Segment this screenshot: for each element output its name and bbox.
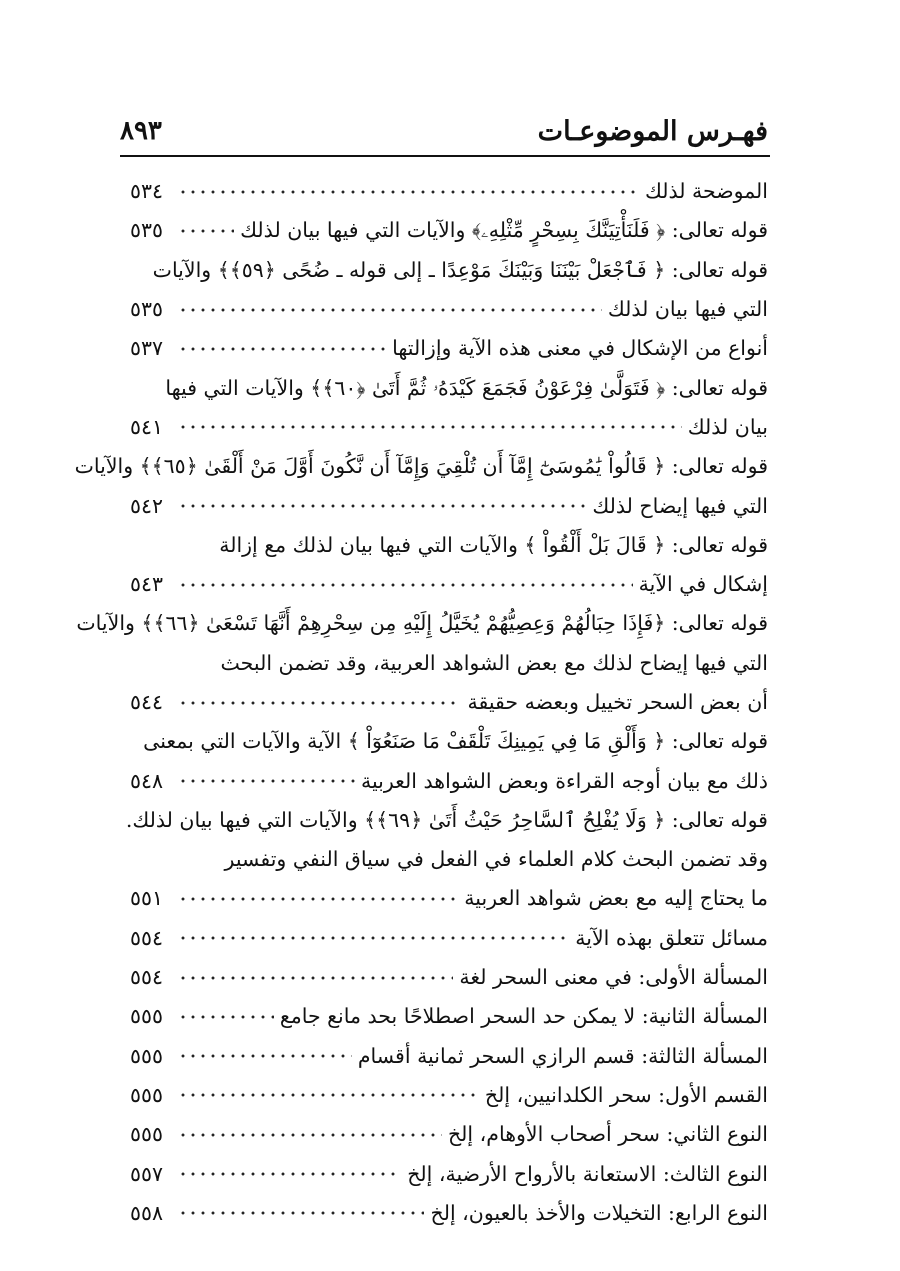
toc-entry-text: المسألة الثالثة: قسم الرازي السحر ثمانية أقسام (357, 1043, 768, 1068)
toc-entry-page: ٥٣٥ (130, 218, 164, 243)
toc-entry-page: ٥٤١ (130, 414, 164, 439)
toc-entry-text: النوع الثاني: سحر أصحاب الأوهام، إلخ (447, 1122, 768, 1147)
toc-entry-page: ٥٥٥ (130, 1004, 164, 1029)
toc-entry (130, 172, 768, 211)
header-rule (120, 155, 770, 157)
toc-entry-text: قوله تعالى: ﴿ فَلَنَأْتِيَنَّكَ بِسِحْرٍ مِّثْلِهِۦ﴾ والآيات التي فيها بيان لذلك (240, 218, 768, 243)
toc-entry (130, 329, 768, 368)
leader-dots (178, 973, 453, 983)
toc-entry (130, 486, 768, 525)
toc-entry (130, 722, 768, 761)
toc-entry-text: قوله تعالى: ﴿فَإِذَا حِبَالُهُمْ وَعِصِيُّهُمْ يُخَيَّلُ إِلَيْهِ مِن سِحْرِهِمْ أَنَّهَا تَسْعَىٰ ﴿٦٦﴾﴾ والآيات (76, 611, 768, 636)
toc-entry-text: قوله تعالى: ﴿ فَٱجْعَلْ بَيْنَنَا وَبَيْنَكَ مَوْعِدًا ـ إلى قوله ـ ضُحًى ﴿٥٩﴾﴾ والآيات (152, 257, 768, 282)
page-number: ٨٩٣ (120, 116, 162, 146)
toc-entry-page: ٥٥٤ (130, 965, 164, 990)
toc-entry (130, 526, 768, 565)
toc-entry (130, 211, 768, 250)
toc-entry-text: وقد تضمن البحث كلام العلماء في الفعل في سياق النفي وتفسير (224, 847, 768, 872)
toc-entry (130, 683, 768, 722)
leader-dots (178, 1012, 274, 1022)
toc-entry-text: قوله تعالى: ﴿ قَالُواْ يَٰمُوسَىٰٓ إِمَّآ أَن تُلْقِيَ وَإِمَّآ أَن نَّكُونَ أَوَّلَ مَنْ أَلْقَىٰ ﴿٦٥﴾﴾ والآيات (74, 454, 768, 479)
toc-entry-text: المسألة الأولى: في معنى السحر لغة (459, 965, 768, 990)
toc-entry (130, 958, 768, 997)
toc-entry (130, 1076, 768, 1115)
toc-entry (130, 290, 768, 329)
leader-dots (178, 1090, 479, 1100)
toc-entry-text: الموضحة لذلك (644, 179, 768, 204)
toc-entry-text: قوله تعالى: ﴿ وَأَلْقِ مَا فِي يَمِينِكَ تَلْقَفْ مَا صَنَعُوٓاْ ﴾ الآية والآيات التي بمعنى (143, 729, 768, 754)
toc-entry-text: القسم الأول: سحر الكلدانيين، إلخ (484, 1082, 768, 1107)
leader-dots (178, 776, 355, 786)
page-title: فهـرس الموضوعـات (537, 116, 768, 147)
toc-entry-page: ٥٣٤ (130, 179, 164, 204)
toc-entry-text: النوع الثالث: الاستعانة بالأرواح الأرضية، إلخ (407, 1161, 768, 1186)
toc-entry (130, 565, 768, 604)
leader-dots (178, 1169, 401, 1179)
toc-entry-page: ٥٣٧ (130, 336, 164, 361)
toc-entry-page: ٥٥٨ (130, 1200, 164, 1225)
toc-entry-text: التي فيها بيان لذلك (607, 297, 768, 322)
toc-entry (130, 251, 768, 290)
toc-entry-page: ٥٤٨ (130, 768, 164, 793)
leader-dots (178, 187, 639, 197)
toc-entry (130, 1115, 768, 1154)
toc-entry-text: قوله تعالى: ﴿ فَتَوَلَّىٰ فِرْعَوْنُ فَجَمَعَ كَيْدَهُۥ ثُمَّ أَتَىٰ ﴿٦٠﴾﴾ والآيات التي فيها (165, 375, 768, 400)
toc-entry-text: التي فيها إيضاح لذلك مع بعض الشواهد العربية، وقد تضمن البحث (220, 650, 768, 675)
toc-entry-page: ٥٥٥ (130, 1082, 164, 1107)
toc-entry-page: ٥٥٧ (130, 1161, 164, 1186)
toc-entry-text: قوله تعالى: ﴿ وَلَا يُفْلِحُ ٱلسَّاحِرُ حَيْثُ أَتَىٰ ﴿٦٩﴾﴾ والآيات التي فيها بيان لذلك. (125, 807, 768, 832)
leader-dots (178, 305, 602, 315)
toc-entry-text: بيان لذلك (687, 414, 768, 439)
leader-dots (178, 1130, 442, 1140)
toc-entry-text: إشكال في الآية (638, 572, 768, 597)
toc-entry (130, 368, 768, 407)
toc-entry (130, 1037, 768, 1076)
toc-entry-text: المسألة الثانية: لا يمكن حد السحر اصطلاحًا بحد مانع جامع (279, 1004, 768, 1029)
toc-entry-text: أن بعض السحر تخييل وبعضه حقيقة (467, 690, 768, 714)
leader-dots (178, 422, 682, 432)
leader-dots (178, 226, 234, 236)
toc-entry (130, 919, 768, 958)
toc-entry (130, 761, 768, 800)
toc-entry (130, 1154, 768, 1193)
toc-entry (130, 1194, 768, 1233)
toc-entry-page: ٥٤٤ (130, 690, 164, 714)
toc-entry (130, 408, 768, 447)
toc-entry-text: قوله تعالى: ﴿ قَالَ بَلْ أَلْقُواْ ﴾ والآيات التي فيها بيان لذلك مع إزالة (219, 532, 768, 557)
leader-dots (178, 1208, 424, 1218)
toc-entry (74, 447, 768, 486)
toc-entry (130, 840, 768, 879)
toc-entry-page: ٥٤٣ (130, 572, 164, 597)
toc-entry (130, 997, 768, 1036)
page-header (120, 112, 780, 154)
toc-entry-text: أنواع من الإشكال في معنى هذه الآية وإزالتها (392, 336, 768, 361)
leader-dots (178, 894, 458, 904)
toc-entry (76, 604, 768, 643)
toc-entry-page: ٥٥٤ (130, 925, 164, 950)
toc-entry (130, 879, 768, 918)
toc-entry-page: ٥٣٥ (130, 297, 164, 322)
toc-entry-text: ذلك مع بيان أوجه القراءة وبعض الشواهد العربية (360, 768, 768, 793)
leader-dots (178, 698, 461, 708)
toc-entry-page: ٥٤٢ (130, 493, 164, 518)
toc-entries (74, 172, 768, 1233)
leader-dots (178, 1051, 352, 1061)
toc-entry-page: ٥٥٥ (130, 1043, 164, 1068)
toc-entry (130, 644, 768, 683)
toc-entry-text: ما يحتاج إليه مع بعض شواهد العربية (464, 886, 768, 911)
toc-entry-text: مسائل تتعلق بهذه الآية (575, 925, 768, 950)
toc-entry-page: ٥٥٥ (130, 1122, 164, 1147)
leader-dots (178, 344, 386, 354)
toc-entry-text: النوع الرابع: التخيلات والأخذ بالعيون، إلخ (430, 1200, 768, 1225)
leader-dots (178, 501, 586, 511)
leader-dots (178, 933, 569, 943)
toc-entry (125, 801, 768, 840)
leader-dots (178, 580, 633, 590)
toc-entry-text: التي فيها إيضاح لذلك (592, 493, 768, 518)
toc-entry-page: ٥٥١ (130, 886, 164, 911)
